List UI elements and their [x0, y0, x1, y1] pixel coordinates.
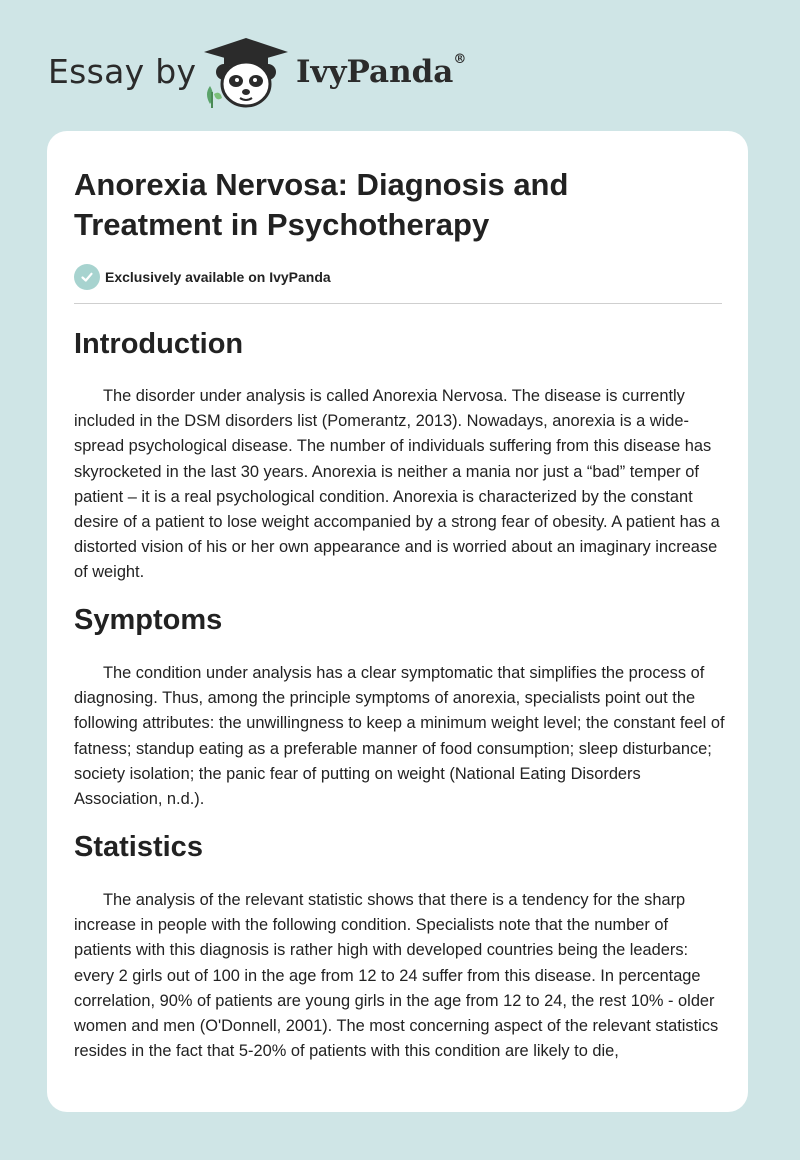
check-icon: [74, 264, 100, 290]
brand-name[interactable]: [296, 54, 466, 90]
registered-mark: ®: [453, 52, 467, 67]
section-heading-statistics: Statistics: [74, 831, 203, 863]
section-text-symptoms: The condition under analysis has a clear symptomatic that simplifies the process of diagnosing. Thus, among the principle symptoms of anorexia, specialists point out the following attributes: the unwillingness to keep a minimum weight level; the constant feel of fatness; standup eating as a preferable manner of food consumption; sleep disturbance; society isolation; the panic fear of putting on weight (National Eating Disorders Association, n.d.).: [74, 664, 725, 809]
essay-by-label: Essay by: [48, 52, 197, 91]
brand-text: IvyPanda: [296, 54, 454, 90]
section-heading-symptoms: Symptoms: [74, 604, 223, 636]
article-card: [47, 131, 748, 1112]
section-text-statistics: The analysis of the relevant statistic shows that there is a tendency for the sharp increase in people with the following condition. Specialists note that the number of patients with this diagnosis is rather high with developed countries being the leaders: every 2 girls out of 100 in the age from 12 to 24 suffer from this disease. In percentage correlation, 90% of patients are young girls in the age from 12 to 24, the rest 10% - older women and men (O'Donnell, 2001). The most concerning aspect of the relevant statistics resides in the fact that 5-20% of patients with this condition are likely to die,: [74, 891, 719, 1061]
section-text-introduction: The disorder under analysis is called Anorexia Nervosa. The disease is currently included in the DSM disorders list (Pomerantz, 2013). Nowadays, anorexia is a wide-spread psychological disease. The number of individuals suffering from this disease has skyrocketed in the last 30 years. Anorexia is neither a mania nor just a “bad” temper of patient – it is a real psychological condition. Anorexia is characterized by the constant desire of a patient to lose weight accompanied by a strong fear of obesity. A patient has a distorted vision of his or her own appearance and is worried about an imaginary increase of weight.: [74, 387, 720, 582]
site-header: [0, 0, 800, 130]
badge-label: Exclusively available on IvyPanda: [105, 269, 331, 285]
article-title: Anorexia Nervosa: Diagnosis and Treatment in Psychotherapy: [74, 167, 569, 242]
panda-logo-icon[interactable]: [200, 34, 292, 110]
exclusive-badge: [74, 264, 331, 290]
divider: [74, 303, 722, 304]
section-heading-introduction: Introduction: [74, 328, 244, 360]
